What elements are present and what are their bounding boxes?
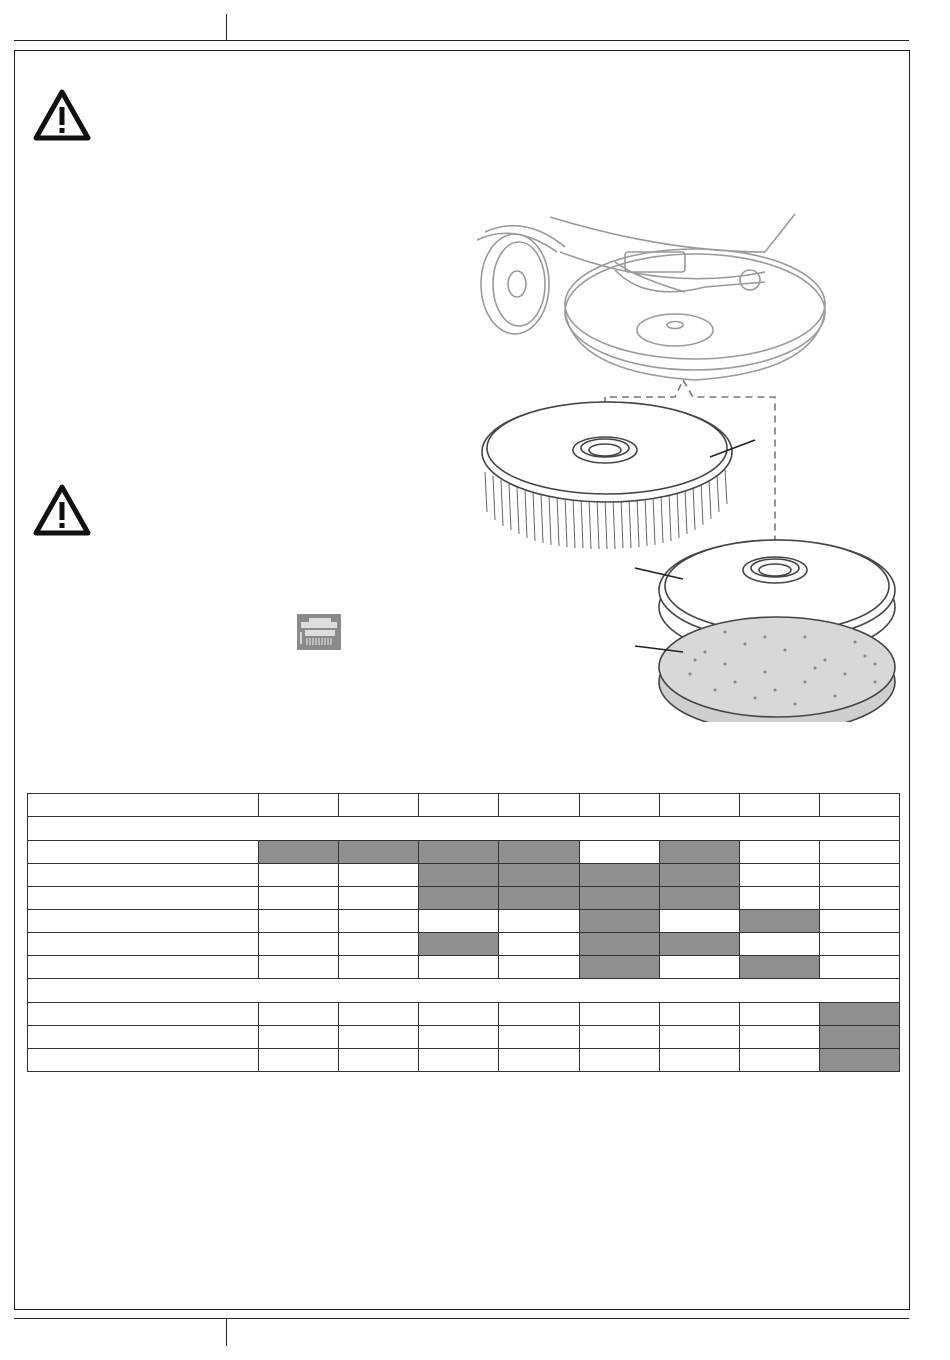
table-row [28, 1026, 900, 1049]
table-cell [819, 933, 899, 956]
table-label-cell [28, 841, 259, 864]
table-cell [419, 794, 499, 817]
table-cell-shaded [579, 933, 659, 956]
table-cell [339, 864, 419, 887]
table-cell [739, 887, 819, 910]
table-cell-shaded [659, 887, 739, 910]
table-cell-shaded [819, 1049, 899, 1072]
table-cell [739, 794, 819, 817]
table-cell [259, 1003, 339, 1026]
table-cell-shaded [739, 910, 819, 933]
table-cell [339, 1003, 419, 1026]
table-cell-shaded [819, 1003, 899, 1026]
table-cell [419, 1003, 499, 1026]
table-cell-shaded [339, 841, 419, 864]
table-cell [259, 864, 339, 887]
table-cell [259, 910, 339, 933]
table-cell [659, 1026, 739, 1049]
table-row [28, 1049, 900, 1072]
table-row [28, 910, 900, 933]
warning-triangle-icon [32, 88, 92, 142]
table-cell-shaded [259, 841, 339, 864]
table-section-row [28, 817, 900, 841]
table-label-cell [28, 794, 259, 817]
table-cell [259, 933, 339, 956]
table-cell [419, 956, 499, 979]
table-cell [339, 887, 419, 910]
table-cell [739, 1049, 819, 1072]
table-cell [819, 841, 899, 864]
table-cell [739, 933, 819, 956]
table-row [28, 864, 900, 887]
table-cell-shaded [419, 841, 499, 864]
table-cell [339, 910, 419, 933]
table-cell [659, 794, 739, 817]
table-cell-shaded [659, 933, 739, 956]
table-cell [259, 1049, 339, 1072]
table-cell-shaded [499, 841, 579, 864]
table-cell-shaded [659, 841, 739, 864]
table-cell [739, 1026, 819, 1049]
table-cell-shaded [579, 887, 659, 910]
table-label-cell [28, 1003, 259, 1026]
table-cell [579, 841, 659, 864]
table-row [28, 887, 900, 910]
table-cell-shaded [579, 864, 659, 887]
table-cell [659, 1003, 739, 1026]
table-cell [499, 794, 579, 817]
table-row [28, 956, 900, 979]
table-cell [499, 1049, 579, 1072]
footer-rule [14, 1318, 909, 1319]
table-cell [739, 864, 819, 887]
table-label-cell [28, 933, 259, 956]
table-cell-shaded [499, 887, 579, 910]
table-cell-shaded [499, 864, 579, 887]
header-rule [14, 40, 909, 41]
header-divider [226, 14, 227, 40]
table-cell [739, 1003, 819, 1026]
table-cell [259, 887, 339, 910]
table-label-cell [28, 1049, 259, 1072]
table-cell-shaded [819, 1026, 899, 1049]
table-cell [419, 1026, 499, 1049]
table-row [28, 841, 900, 864]
compatibility-table [27, 793, 900, 1072]
table-cell-shaded [579, 910, 659, 933]
table-header-row [28, 794, 900, 817]
table-section-cell [28, 817, 900, 841]
table-cell [499, 956, 579, 979]
table-cell-shaded [739, 956, 819, 979]
table-cell [819, 956, 899, 979]
table-cell [579, 1003, 659, 1026]
table-row [28, 1003, 900, 1026]
table-cell [579, 1049, 659, 1072]
table-cell [259, 1026, 339, 1049]
table-cell [339, 933, 419, 956]
table-cell [339, 956, 419, 979]
table-cell [419, 910, 499, 933]
table-cell [819, 794, 899, 817]
table-cell [819, 887, 899, 910]
table-section-cell [28, 979, 900, 1003]
table-cell [819, 910, 899, 933]
table-cell-shaded [579, 956, 659, 979]
table-cell-shaded [419, 864, 499, 887]
table-cell [739, 841, 819, 864]
table-cell [659, 1049, 739, 1072]
table-cell [499, 933, 579, 956]
table-cell-shaded [659, 864, 739, 887]
table-cell [659, 910, 739, 933]
table-cell [339, 1049, 419, 1072]
table-label-cell [28, 864, 259, 887]
table-row [28, 933, 900, 956]
table-cell [259, 956, 339, 979]
table-cell [819, 864, 899, 887]
table-cell-shaded [419, 933, 499, 956]
table-section-row [28, 979, 900, 1003]
brush-installation-illustration [465, 212, 910, 722]
table-cell [419, 1049, 499, 1072]
table-cell [579, 1026, 659, 1049]
table-cell [339, 1026, 419, 1049]
table-label-cell [28, 956, 259, 979]
table-cell [579, 794, 659, 817]
table-cell-shaded [419, 887, 499, 910]
footer-divider [226, 1318, 227, 1346]
table-cell [659, 956, 739, 979]
table-cell [339, 794, 419, 817]
table-cell [259, 794, 339, 817]
table-label-cell [28, 910, 259, 933]
brush-pressure-control-icon [297, 614, 341, 650]
table-cell [499, 1003, 579, 1026]
table-label-cell [28, 887, 259, 910]
table-cell [499, 1026, 579, 1049]
table-cell [499, 910, 579, 933]
warning-triangle-icon [32, 483, 92, 537]
table-label-cell [28, 1026, 259, 1049]
